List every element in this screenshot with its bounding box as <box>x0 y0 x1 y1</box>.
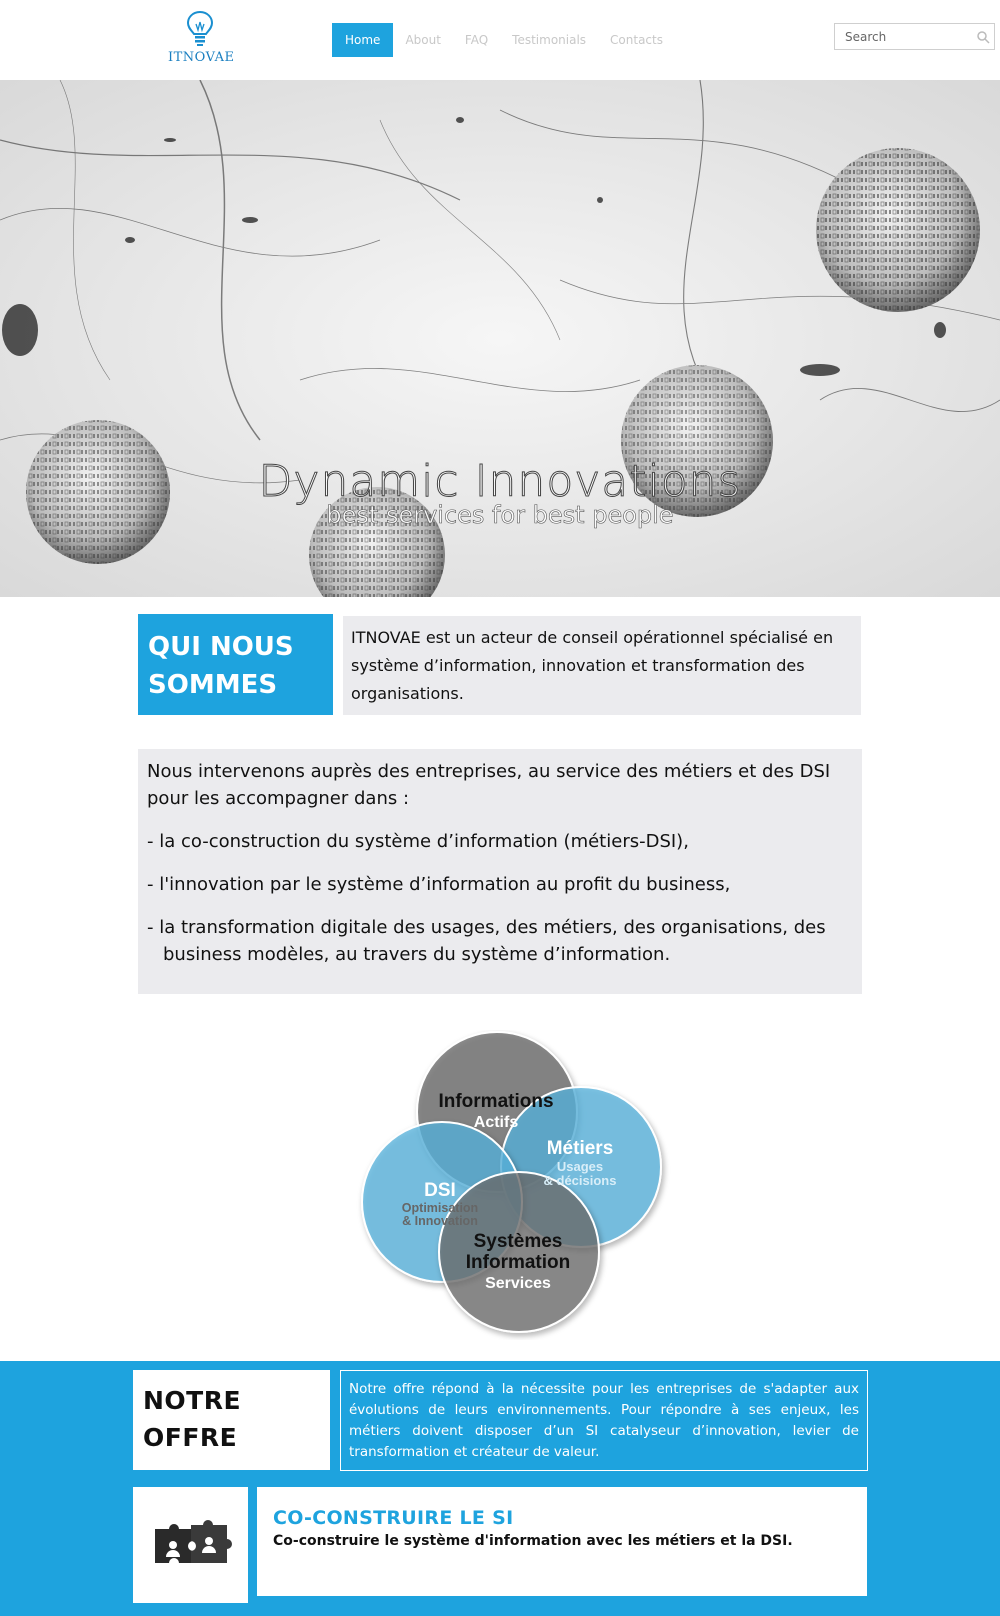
venn-dsi-sub2: & Innovation <box>402 1214 478 1228</box>
venn-systemes-sub: Services <box>485 1275 551 1292</box>
venn-informations-sub: Actifs <box>473 1114 519 1131</box>
main-nav <box>332 23 675 57</box>
venn-systemes-title2: Information <box>465 1252 571 1273</box>
intro-bullet: - la transformation digitale des usages, des métiers, des organisations, des business modèles, au travers du système d’information. <box>147 917 826 965</box>
nav-testimonials[interactable]: Testimonials <box>512 33 587 47</box>
qui-nous-sommes-heading <box>138 614 333 715</box>
nav-about[interactable]: About <box>405 33 441 47</box>
heading-line: QUI NOUS <box>148 632 294 662</box>
venn-diagram <box>356 1030 676 1340</box>
venn-informations-title: Informations <box>438 1091 554 1112</box>
search-box <box>834 23 995 50</box>
hero-title: Dynamic Innovations <box>258 456 742 507</box>
hero-subtitle: best services for best people <box>326 501 674 529</box>
intro-panel <box>138 749 862 994</box>
lightbulb-icon <box>185 10 215 48</box>
heading-line: SOMMES <box>148 670 278 700</box>
co-construire-description: Co-construire le système d'information avec les métiers et la DSI. <box>273 1533 793 1549</box>
nav-faq[interactable]: FAQ <box>464 33 489 47</box>
venn-metiers-sub1: Usages <box>556 1159 604 1174</box>
search-input[interactable] <box>835 24 975 49</box>
puzzle-people-icon <box>133 1487 248 1603</box>
logo[interactable] <box>168 10 235 70</box>
heading-line: NOTRE <box>143 1386 242 1415</box>
intro-bullet: - la co-construction du système d’information (métiers-DSI), <box>147 831 689 852</box>
co-construire-icon-box <box>133 1487 248 1603</box>
intro-lead: Nous intervenons auprès des entreprises, au service des métiers et des DSI pour les accompagner dans : <box>147 761 831 809</box>
intro-bullet: - l'innovation par le système d’information au profit du business, <box>147 874 731 895</box>
binary-sphere <box>816 148 980 312</box>
venn-metiers-title: Métiers <box>546 1138 614 1159</box>
venn-dsi-title: DSI <box>424 1180 456 1201</box>
venn-metiers-sub2: & décisions <box>543 1173 617 1188</box>
nav-contacts[interactable]: Contacts <box>610 33 663 47</box>
site-header <box>0 0 1000 80</box>
notre-offre-heading <box>133 1370 330 1470</box>
qui-nous-sommes-text: ITNOVAE est un acteur de conseil opérationnel spécialisé en système d’information, innovation et transformation des organisations. <box>343 616 861 715</box>
hero-banner <box>0 80 1000 597</box>
venn-dsi-sub1: Optimisation <box>401 1201 479 1215</box>
venn-systemes-title1: Systèmes <box>473 1231 563 1252</box>
nav-home[interactable]: Home <box>332 23 393 57</box>
search-icon[interactable] <box>976 30 990 44</box>
logo-text: ITNOVAE <box>168 50 235 65</box>
notre-offre-text: Notre offre répond à la nécessite pour les entreprises de s'adapter aux évolutions de leurs environnements. Pour répondre à ses enjeux, les métiers doivent disposer d’un SI catalyseur d’innovation, levier de transformation et créateur de valeur. <box>340 1370 868 1471</box>
heading-line: OFFRE <box>143 1423 238 1452</box>
co-construire-card[interactable] <box>257 1487 867 1596</box>
co-construire-title[interactable]: CO-CONSTRUIRE LE SI <box>273 1507 514 1529</box>
